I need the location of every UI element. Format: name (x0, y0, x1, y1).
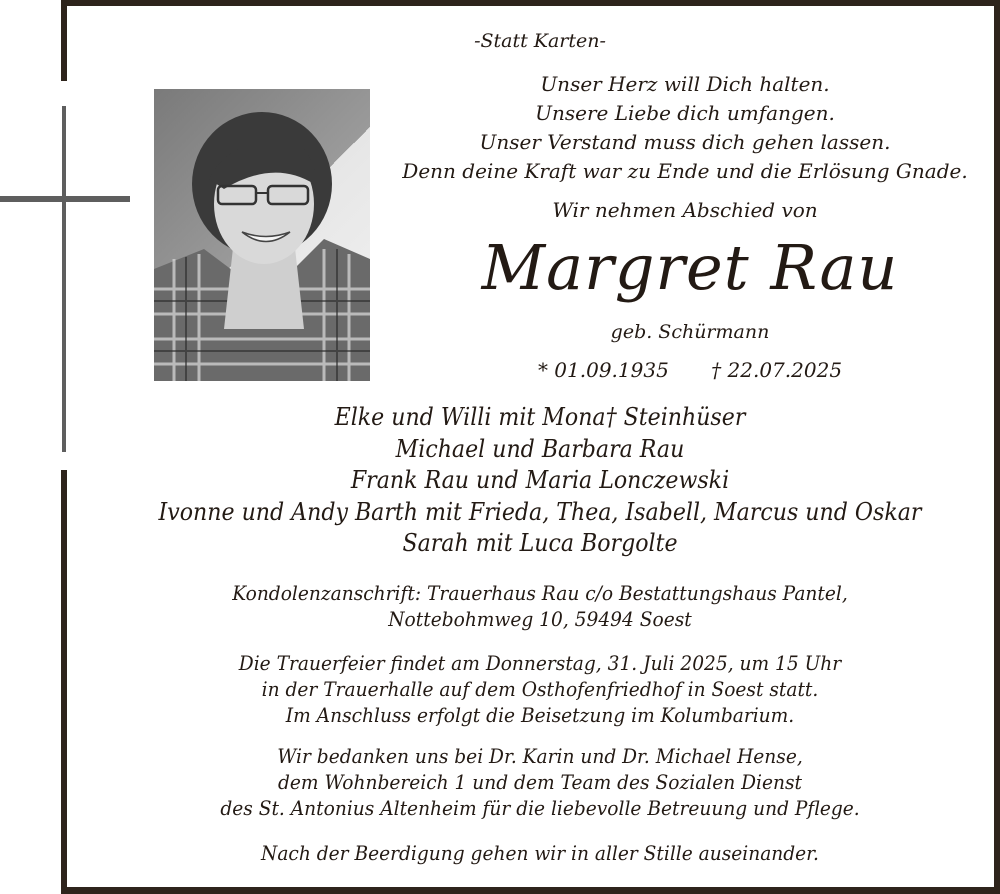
family-line: Michael und Barbara Rau (395, 434, 685, 463)
ceremony-info (168, 650, 912, 728)
condolence-line: Nottebohmweg 10, 59494 Soest (388, 607, 692, 631)
thanks-note (168, 743, 912, 821)
cross-horizontal-bar (0, 196, 130, 202)
notice-header: -Statt Karten- (474, 30, 606, 52)
family-line: Elke und Willi mit Mona† Steinhüser (334, 403, 746, 431)
cross-vertical-bar (62, 106, 66, 452)
family-line: Frank Rau und Maria Lonczewski (350, 466, 730, 494)
farewell-intro: Wir nehmen Abschied von (552, 198, 818, 222)
condolence-line: Kondolenzanschrift: Trauerhaus Rau c/o Bestattungshaus Pantel, (232, 581, 848, 605)
ceremony-line: in der Trauerhalle auf dem Osthofenfriedhof in Soest statt. (261, 677, 819, 701)
thanks-line: des St. Antonius Altenheim für die liebevolle Betreuung und Pflege. (220, 796, 860, 820)
closing-note: Nach der Beerdigung gehen wir in aller Stille auseinander. (261, 841, 819, 865)
poem-line: Denn deine Kraft war zu Ende und die Erlösung Gnade. (402, 159, 968, 183)
portrait-illustration (154, 89, 370, 381)
poem-line: Unsere Liebe dich umfangen. (535, 101, 835, 125)
ceremony-line: Im Anschluss erfolgt die Beisetzung im Kolumbarium. (285, 703, 795, 727)
family-list (135, 402, 945, 560)
condolence-address (168, 580, 912, 632)
family-line: Ivonne und Andy Barth mit Frieda, Thea, Isabell, Marcus und Oskar (158, 497, 922, 526)
family-line: Sarah mit Luca Borgolte (402, 529, 678, 557)
frame-border-left-top (61, 0, 67, 81)
poem-line: Unser Herz will Dich halten. (540, 72, 830, 96)
thanks-line: Wir bedanken uns bei Dr. Karin und Dr. Michael Hense, (277, 744, 803, 768)
thanks-line: dem Wohnbereich 1 und dem Team des Sozialen Dienst (277, 770, 802, 794)
frame-border-bottom (61, 887, 1000, 894)
frame-border-right (994, 0, 1000, 894)
birth-date: * 01.09.1935 (537, 358, 669, 382)
portrait-photo (154, 89, 370, 381)
deceased-name: Margret Rau (481, 231, 899, 304)
frame-border-top (61, 0, 1000, 6)
poem-line: Unser Verstand muss dich gehen lassen. (479, 130, 891, 154)
ceremony-line: Die Trauerfeier findet am Donnerstag, 31. Juli 2025, um 15 Uhr (238, 651, 842, 675)
maiden-name: geb. Schürmann (610, 321, 770, 343)
death-date: † 22.07.2025 (711, 358, 843, 382)
life-dates (500, 358, 880, 382)
poem (390, 70, 980, 186)
frame-border-left-bottom (61, 470, 67, 894)
